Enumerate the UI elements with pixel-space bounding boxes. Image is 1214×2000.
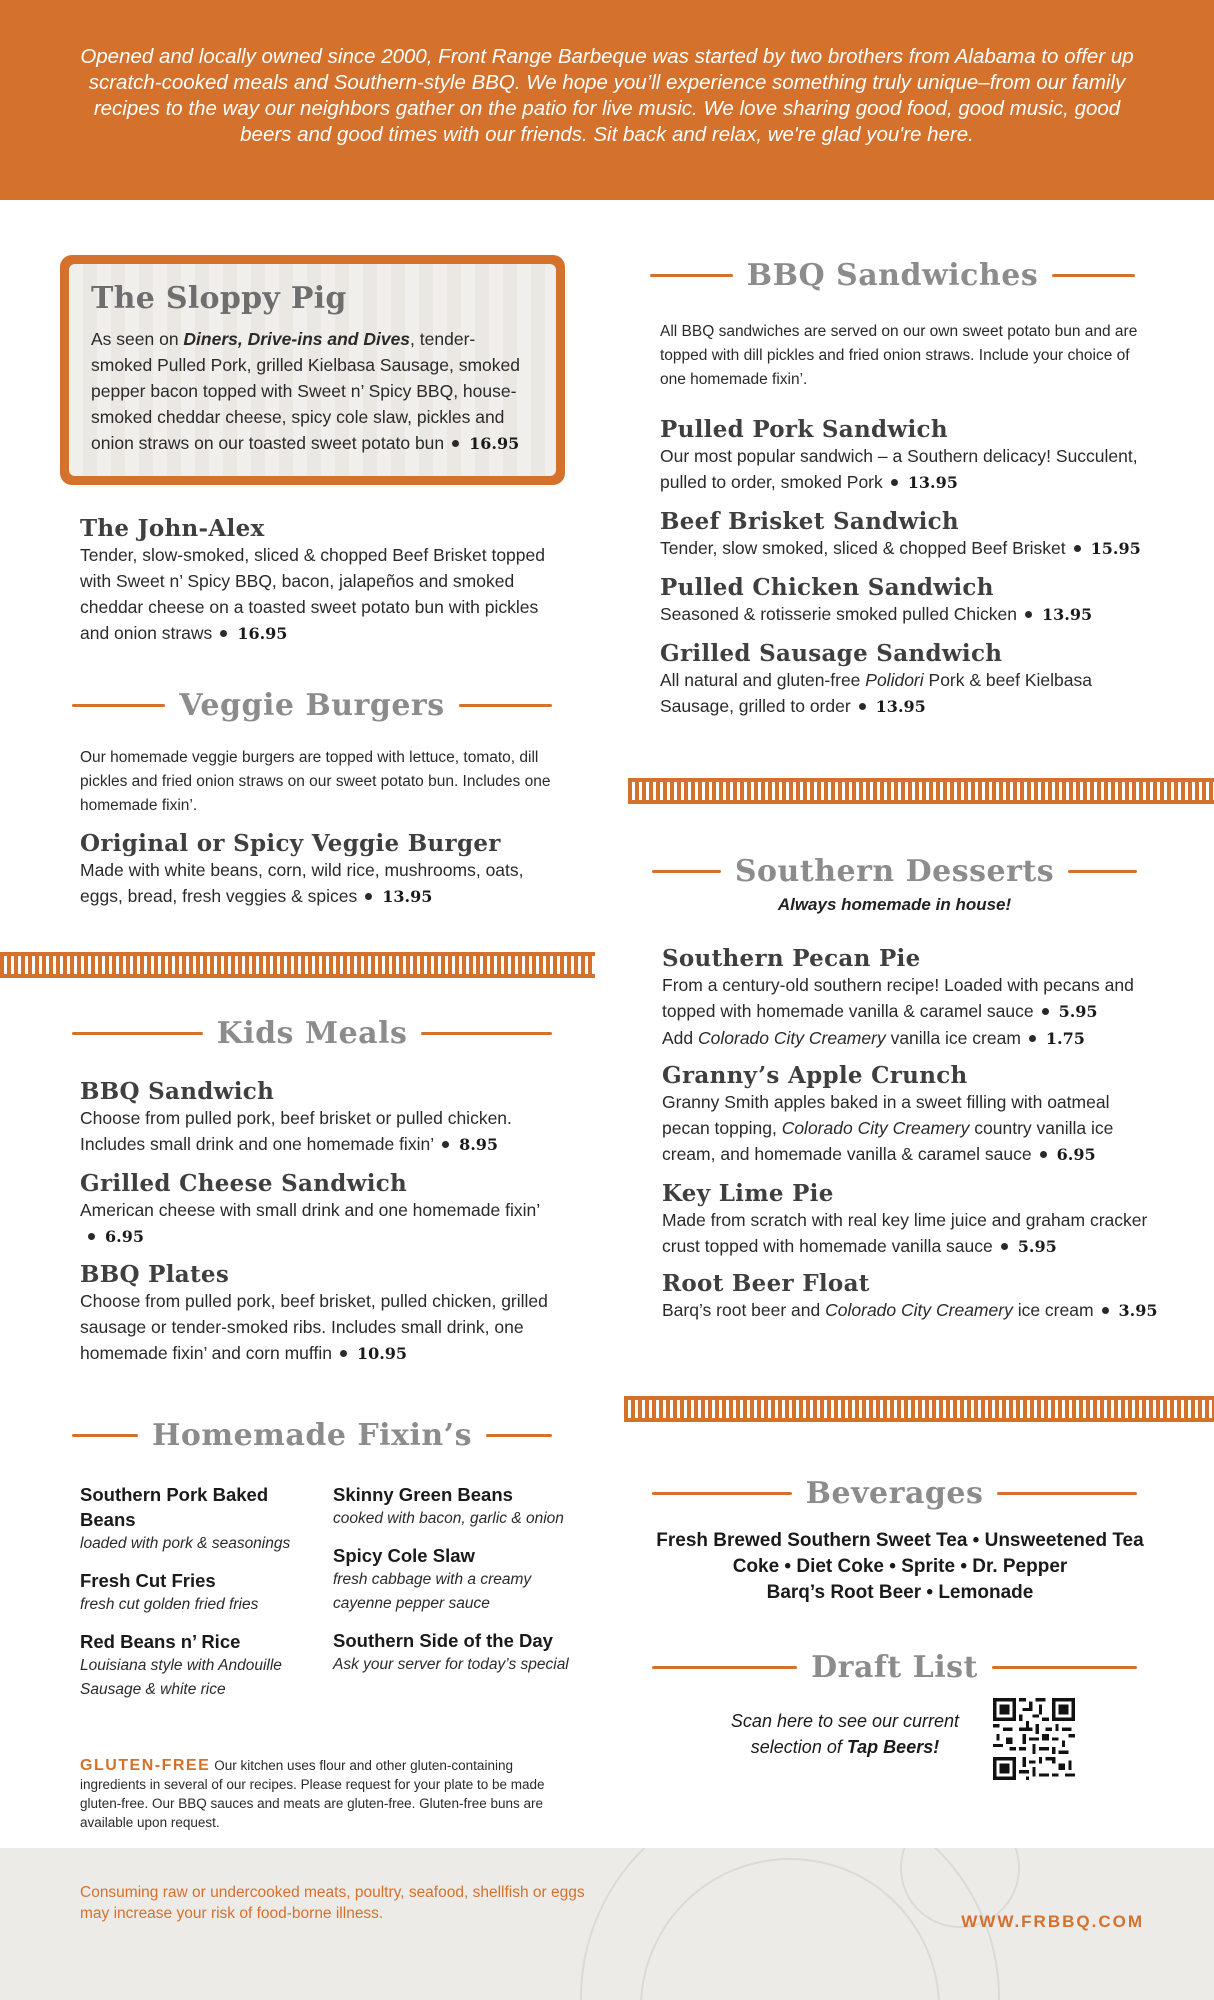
decorative-divider [624, 1396, 1214, 1422]
fixin-title: Spicy Cole Slaw [333, 1545, 475, 1566]
item-desc: Our most popular sandwich – a Southern delicacy! Succulent, pulled to order, smoked Pork 13.95 [660, 446, 1138, 492]
section-heading-beverages: Beverages [652, 1476, 1137, 1511]
featured-price: 16.95 [469, 434, 520, 453]
sandwiches-intro: All BBQ sandwiches are served on our own sweet potato bun and are topped with dill pickles and fried onion straws. Include your choice of one homemade fixin’. [660, 323, 1138, 388]
menu-item [80, 515, 555, 647]
featured-item-box [60, 255, 565, 485]
addon-price: 1.75 [1045, 1029, 1085, 1048]
food-safety-note: Consuming raw or undercooked meats, poultry, seafood, shellfish or eggs may increase your risk of food-borne illness. [80, 1884, 585, 1922]
beverage-list [650, 1528, 1150, 1606]
menu-item [662, 1270, 1162, 1324]
item-desc: All natural and gluten-free Polidori Pork & beef Kielbasa Sausage, grilled to order 13.95 [660, 670, 1092, 716]
section-heading-desserts: Southern Desserts [652, 854, 1137, 889]
item-title: Root Beer Float [662, 1270, 870, 1297]
item-title: Pulled Chicken Sandwich [660, 574, 994, 601]
fixin-desc: fresh cabbage with a creamy cayenne pepper sauce [333, 1571, 532, 1612]
section-heading-sandwiches: BBQ Sandwiches [650, 258, 1135, 293]
menu-item [80, 1078, 560, 1158]
footer [0, 1848, 1214, 2000]
fixin-desc: loaded with pork & seasonings [80, 1535, 291, 1552]
item-desc: Made with white beans, corn, wild rice, mushrooms, oats, eggs, bread, fresh veggies & spices 13.95 [80, 860, 524, 906]
intro-text: Opened and locally owned since 2000, Front Range Barbeque was started by two brothers from Alabama to offer up scratch-cooked meals and Southern-style BBQ. We hope you’ll experience something truly unique–from our family recipes to the way our neighbors gather on the patio for live music. We love sharing good food, good music, good beers and good times with our friends. Sit back and relax, we're glad you're here. [80, 45, 1134, 146]
item-title: Key Lime Pie [662, 1180, 834, 1207]
item-desc: Choose from pulled pork, beef brisket, pulled chicken, grilled sausage or tender-smoked ribs. Includes small drink, one homemade fixin’ and corn muffin 10.95 [80, 1291, 548, 1363]
menu-item [80, 1261, 570, 1367]
item-title: Beef Brisket Sandwich [660, 508, 959, 535]
item-desc: American cheese with small drink and one homemade fixin’6.95 [80, 1200, 541, 1246]
item-desc: Made from scratch with real key lime juice and graham cracker crust topped with homemade vanilla sauce 5.95 [662, 1210, 1148, 1256]
fixin-title: Southern Pork Baked Beans [80, 1484, 269, 1530]
menu-item [660, 508, 1160, 562]
item-price: 13.95 [1042, 605, 1093, 624]
fixin-title: Red Beans n’ Rice [80, 1631, 241, 1652]
decorative-divider [628, 778, 1214, 804]
item-desc: Granny Smith apples baked in a sweet filling with oatmeal pecan topping, Colorado City Creamery country vanilla ice cream, and homemade vanilla & caramel sauce 6.95 [662, 1092, 1114, 1164]
featured-desc: As seen on Diners, Drive-ins and Dives, tender-smoked Pulled Pork, grilled Kielbasa Sausage, smoked pepper bacon topped with Sweet n’ Spicy BBQ, house-smoked cheddar cheese, spicy cole slaw, pickles and onion straws on our toasted sweet potato bun 16.95 [91, 329, 520, 453]
item-title: Original or Spicy Veggie Burger [80, 830, 501, 857]
item-title: Granny’s Apple Crunch [662, 1062, 968, 1089]
fixin-title: Fresh Cut Fries [80, 1570, 216, 1591]
item-price: 6.95 [105, 1227, 144, 1246]
item-title: BBQ Sandwich [80, 1078, 275, 1105]
menu-item [80, 830, 570, 910]
desserts-subheading: Always homemade in house! [777, 895, 1012, 914]
beverage-line: Barq’s Root Beer • Lemonade [766, 1582, 1034, 1603]
item-desc: Tender, slow-smoked, sliced & chopped Beef Brisket topped with Sweet n’ Spicy BBQ, bacon, jalapeños and smoked cheddar cheese on a toasted sweet potato bun with pickles and onion straws 16.95 [80, 545, 545, 643]
fixin-desc: Louisiana style with Andouille Sausage & white rice [80, 1657, 282, 1698]
item-price: 5.95 [1058, 1002, 1098, 1021]
section-heading-kids: Kids Meals [72, 1016, 552, 1051]
item-desc: Tender, slow smoked, sliced & chopped Beef Brisket 15.95 [660, 538, 1141, 558]
fixins-left-column [80, 1482, 305, 1702]
veggie-intro: Our homemade veggie burgers are topped with lettuce, tomato, dill pickles and fried onion straws on our sweet potato bun. Includes one homemade fixin’. [80, 749, 551, 814]
item-price: 13.95 [907, 473, 958, 492]
intro-banner [0, 0, 1214, 200]
item-price: 6.95 [1056, 1145, 1096, 1164]
item-desc: From a century-old southern recipe! Loaded with pecans and topped with homemade vanilla & caramel sauce 5.95 [662, 975, 1134, 1021]
section-heading-draft: Draft List [652, 1650, 1137, 1685]
item-price: 8.95 [459, 1135, 499, 1154]
fixin-title: Skinny Green Beans [333, 1484, 513, 1505]
item-title: The John-Alex [80, 515, 265, 542]
fixins-right-column [333, 1482, 578, 1677]
item-price: 3.95 [1118, 1301, 1158, 1320]
item-title: Southern Pecan Pie [662, 945, 921, 972]
item-title: BBQ Plates [80, 1261, 230, 1288]
menu-item [660, 640, 1120, 720]
item-price: 13.95 [382, 887, 433, 906]
fixin-desc: Ask your server for today’s special [333, 1656, 569, 1673]
item-desc: Choose from pulled pork, beef brisket or pulled chicken. Includes small drink and one homemade fixin’ 8.95 [80, 1108, 512, 1154]
fixin-desc: cooked with bacon, garlic & onion [333, 1510, 564, 1527]
website-link[interactable]: WWW.FRBBQ.COM [961, 1912, 1144, 1931]
qr-code[interactable] [993, 1698, 1075, 1780]
section-heading-veggie: Veggie Burgers [72, 688, 552, 723]
item-desc: Seasoned & rotisserie smoked pulled Chicken 13.95 [660, 604, 1093, 624]
item-price: 13.95 [875, 697, 926, 716]
fixin-desc: fresh cut golden fried fries [80, 1596, 259, 1613]
menu-item [662, 1180, 1162, 1260]
gluten-free-label: GLUTEN-FREE [80, 1757, 211, 1774]
item-addon: Add Colorado City Creamery vanilla ice cream 1.75 [662, 1028, 1085, 1048]
featured-title: The Sloppy Pig [91, 281, 347, 316]
item-title: Grilled Sausage Sandwich [660, 640, 1003, 667]
item-title: Grilled Cheese Sandwich [80, 1170, 408, 1197]
item-title: Pulled Pork Sandwich [660, 416, 948, 443]
menu-item [662, 1062, 1152, 1168]
item-desc: Barq’s root beer and Colorado City Creamery ice cream 3.95 [662, 1300, 1158, 1320]
menu-item [660, 574, 1160, 628]
beverage-line: Fresh Brewed Southern Sweet Tea • Unsweetened Tea [656, 1530, 1144, 1551]
item-price: 15.95 [1090, 539, 1141, 558]
decorative-divider [0, 952, 595, 978]
beverage-line: Coke • Diet Coke • Sprite • Dr. Pepper [732, 1556, 1068, 1577]
item-price: 5.95 [1017, 1237, 1057, 1256]
fixin-title: Southern Side of the Day [333, 1630, 553, 1651]
menu-item [660, 416, 1160, 496]
draft-scan-text: Scan here to see our current selection of Tap Beers! [730, 1711, 960, 1757]
menu-item [662, 945, 1157, 1052]
item-price: 16.95 [237, 624, 288, 643]
menu-item [80, 1170, 560, 1250]
section-heading-fixins: Homemade Fixin’s [72, 1418, 552, 1453]
item-price: 10.95 [356, 1344, 408, 1363]
gluten-free-note: GLUTEN-FREE Our kitchen uses flour and other gluten-containing ingredients in several of our recipes. Please request for your plate to be made gluten-free. Our BBQ sauces and meats are gluten-free. Gluten-free buns are available upon request. [80, 1757, 545, 1830]
